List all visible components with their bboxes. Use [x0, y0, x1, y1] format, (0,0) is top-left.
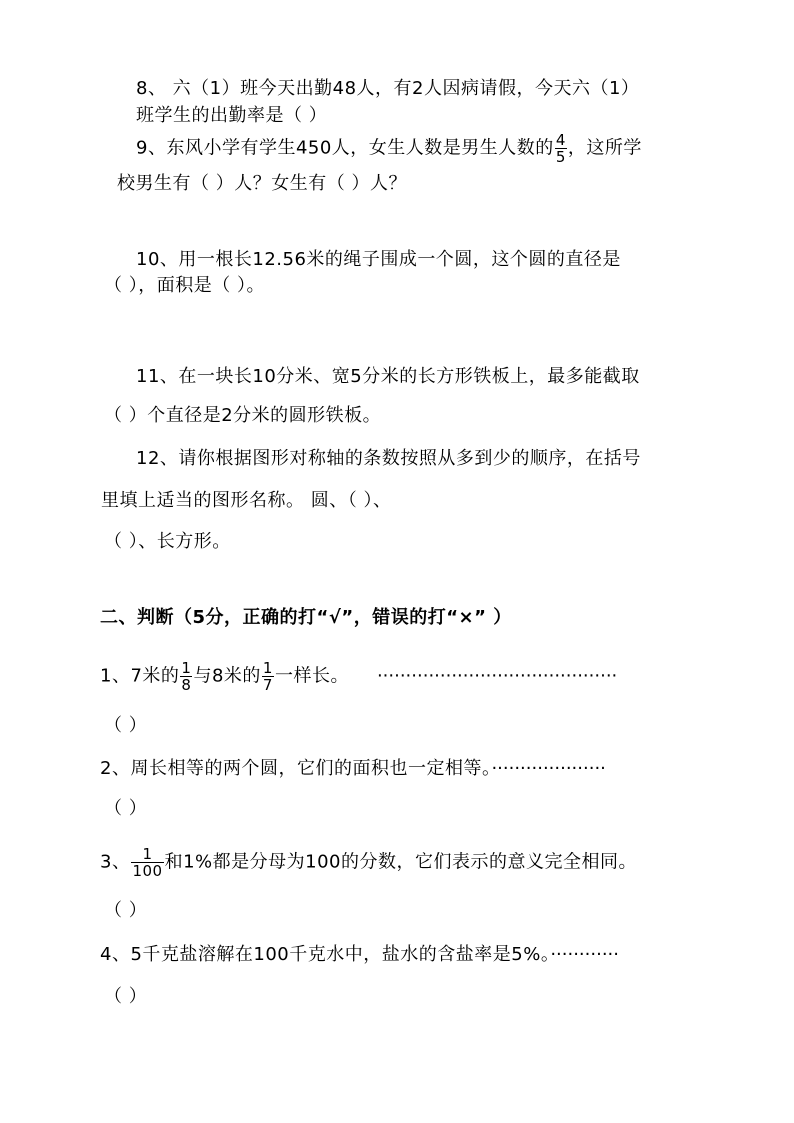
j1-frac1-den: 8 — [181, 676, 192, 694]
j4-answer-blank[interactable]: （ ） — [104, 986, 148, 1007]
j1-answer-blank[interactable]: （ ） — [104, 715, 148, 736]
j1-frac2-num: 1 — [262, 659, 273, 677]
j1-frac1-num: 1 — [181, 659, 192, 677]
q9-suffix: ，这所学 — [567, 137, 642, 159]
q10-line1: 10、用一根长12.56米的绳子围成一个圆，这个圆的直径是 — [136, 249, 621, 270]
j1-part1: 1、7米的 — [100, 665, 180, 687]
j2-answer-blank[interactable]: （ ） — [104, 798, 148, 819]
q11-line1: 11、在一块长10分米、宽5分米的长方形铁板上，最多能截取 — [136, 366, 640, 387]
q9-frac-den: 5 — [555, 148, 566, 166]
q8-line2: 班学生的出勤率是（ ） — [136, 105, 328, 126]
j4-line — [100, 943, 619, 967]
j3-part2: 和1%都是分母为100的分数，它们表示的意义完全相同。 — [164, 851, 638, 873]
j3-frac-num: 1 — [131, 846, 163, 863]
q11-line2: （ ）个直径是2分米的圆形铁板。 — [104, 405, 382, 426]
q8-line1: 8、 六（1）班今天出勤48人，有2人因病请假，今天六（1） — [136, 78, 640, 99]
j1-line — [100, 660, 617, 693]
q12-line3: （ ）、长方形。 — [104, 531, 231, 552]
j1-fraction-1 — [180, 660, 192, 693]
j4-dots: ············ — [550, 944, 619, 965]
q9-frac-num: 4 — [555, 131, 566, 149]
q9-line1 — [136, 132, 642, 165]
j3-part1: 3、 — [100, 851, 131, 873]
j1-fraction-2 — [262, 660, 274, 693]
j3-line — [100, 846, 637, 879]
j2-line — [100, 757, 606, 781]
j1-dots: ·········································· — [376, 665, 618, 687]
q12-line2: 里填上适当的图形名称。 圆、（ ）、 — [101, 490, 392, 511]
j1-part2: 与8米的 — [193, 665, 261, 687]
j3-frac-den: 100 — [132, 862, 163, 880]
q9-prefix: 9、东风小学有学生450人，女生人数是男生人数的 — [136, 137, 554, 159]
j1-part3: 一样长。 — [274, 665, 349, 687]
q12-line1: 12、请你根据图形对称轴的条数按照从多到少的顺序，在括号 — [136, 448, 641, 469]
q10-line2: （ ），面积是（ ）。 — [104, 275, 265, 296]
j1-frac2-den: 7 — [262, 676, 273, 694]
section-heading: 二、判断（5分，正确的打“√”，错误的打“×” ） — [100, 607, 512, 628]
j3-answer-blank[interactable]: （ ） — [104, 900, 148, 921]
j2-text: 2、周长相等的两个圆，它们的面积也一定相等。 — [100, 758, 492, 779]
j2-dots: ···················· — [491, 758, 606, 779]
q9-line2: 校男生有（ ）人？女生有（ ）人？ — [117, 173, 407, 194]
j4-text: 4、5千克盐溶解在100千克水中，盐水的含盐率是5%。 — [100, 944, 551, 965]
j3-fraction — [131, 846, 163, 879]
q9-fraction — [555, 132, 567, 165]
